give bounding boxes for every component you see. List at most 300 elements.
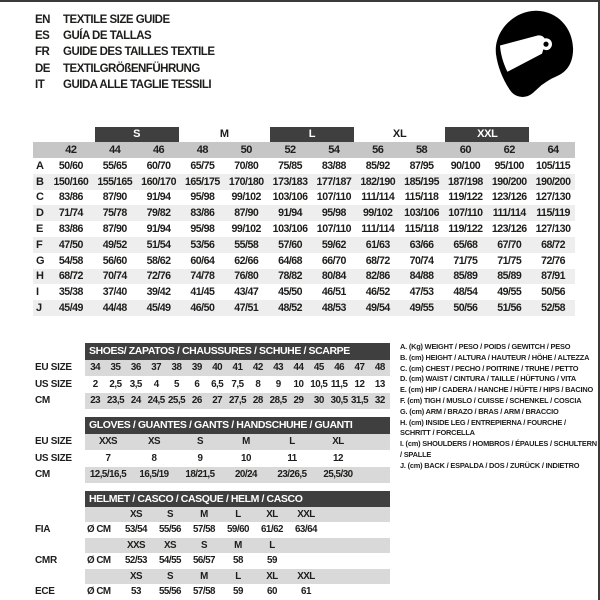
size-label: XL — [266, 508, 278, 520]
numeric-size-row — [33, 142, 575, 158]
row-values — [85, 450, 390, 467]
numeric-size: 58 — [415, 144, 428, 156]
measure-value: 85/89 — [453, 270, 478, 283]
measure-value: 83/86 — [190, 207, 215, 220]
measure-value: 72/76 — [541, 254, 566, 267]
size-value: 28 — [252, 395, 263, 407]
measure-value: 61/63 — [365, 238, 390, 251]
size-value: 55/56 — [158, 586, 182, 598]
measure-row-g — [33, 253, 575, 269]
measure-value: 87/90 — [234, 207, 259, 220]
measure-value: 90/100 — [450, 159, 481, 172]
measure-value: 50/56 — [453, 302, 478, 315]
size-label: L — [235, 570, 241, 582]
measure-value: 87/90 — [102, 191, 127, 204]
size-value: 48 — [374, 362, 385, 374]
measure-value: 71/75 — [453, 254, 478, 267]
measure-value: 47/51 — [234, 302, 259, 315]
row-values — [85, 434, 390, 451]
measure-value: 53/56 — [190, 238, 215, 251]
measure-value: 95/98 — [190, 191, 215, 204]
measure-value: 150/160 — [53, 175, 89, 188]
size-value: 23,5 — [106, 395, 125, 407]
size-value: 34 — [90, 362, 101, 374]
measure-value: 65/75 — [190, 159, 215, 172]
size-value: 11 — [287, 452, 297, 464]
size-value: 3,5 — [129, 378, 142, 390]
measure-value: 68/72 — [541, 238, 566, 251]
measure-value: 55/58 — [234, 238, 259, 251]
size-value: XXS — [98, 436, 118, 448]
size-value: 16,5/19 — [139, 469, 169, 481]
measure-row-label: C — [36, 191, 44, 204]
measure-value: 67/70 — [497, 238, 522, 251]
size-value: 12,5/16,5 — [89, 469, 127, 481]
measure-value: 83/88 — [321, 159, 346, 172]
measure-value: 51/56 — [497, 302, 522, 315]
measure-value: 95/98 — [190, 223, 215, 236]
language-title: TEXTILE SIZE GUIDE — [63, 14, 170, 26]
measure-row-label: D — [36, 207, 44, 220]
measure-value: 46/51 — [321, 286, 346, 299]
measure-value: 83/86 — [58, 223, 83, 236]
size-value: XL — [332, 436, 344, 448]
standard-label: FIA — [35, 524, 51, 536]
measure-value: 119/122 — [448, 191, 483, 204]
row-label-empty — [33, 569, 85, 585]
size-group-row — [33, 125, 575, 142]
size-value: 31,5 — [350, 395, 369, 407]
measure-value: 66/70 — [321, 254, 346, 267]
measure-value: 59/62 — [321, 238, 346, 251]
legend-entry: J. (cm) BACK / ESPALDA / DOS / ZURÜCK / INDIETRO — [400, 460, 580, 470]
numeric-size: 52 — [284, 144, 296, 156]
measure-value: 46/50 — [190, 302, 215, 315]
legend-entry: I. (cm) SHOULDERS / HOMBROS / ÉPAULES / SCHULTERN / SPALLE — [400, 439, 597, 459]
measure-row-e — [33, 221, 575, 237]
language-entry — [35, 28, 215, 44]
measure-value: 46/52 — [365, 286, 390, 299]
legend-entry: G. (cm) ARM / BRAZO / BRAS / ARM / BRACCIO — [400, 406, 559, 416]
size-value: 54/55 — [158, 555, 182, 567]
measure-value: 123/126 — [491, 191, 527, 204]
measure-row-label: F — [36, 238, 43, 251]
standard-size-row — [85, 569, 390, 585]
size-value: 29 — [293, 395, 304, 407]
size-label: XXS — [126, 539, 146, 551]
measure-value: 115/118 — [404, 191, 439, 204]
size-value: 32 — [374, 395, 385, 407]
measure-value: 182/190 — [360, 175, 396, 188]
measure-value: 160/170 — [141, 175, 176, 188]
measure-value: 71/75 — [497, 254, 522, 267]
row-label-empty — [33, 507, 85, 523]
gloves-section-title: GLOVES / GUANTES / GANTS / HANDSCHUHE / GUANTI — [85, 417, 390, 434]
measure-value: 50/60 — [58, 159, 83, 172]
measure-value: 49/54 — [365, 302, 390, 315]
size-value: 18/21,5 — [185, 469, 215, 481]
textile-size-table — [33, 125, 575, 316]
measure-value: 187/198 — [448, 175, 483, 188]
measure-value: 44/48 — [102, 302, 127, 315]
measure-value: 49/52 — [102, 238, 127, 251]
size-value: 24 — [130, 395, 141, 407]
measure-value: 58/62 — [146, 254, 171, 267]
measure-value: 45/49 — [146, 302, 171, 315]
diameter-unit: Ø CM — [87, 555, 111, 567]
size-value: 10,5 — [310, 378, 328, 390]
measure-value: 52/58 — [541, 302, 566, 315]
standard-label: ECE — [35, 586, 55, 598]
size-value: 37 — [151, 362, 162, 374]
measure-row-label: B — [36, 175, 44, 188]
size-label: XS — [129, 570, 143, 582]
measure-value: 111/114 — [492, 207, 526, 220]
measure-value: 170/180 — [228, 175, 264, 188]
measure-value: 43/47 — [234, 286, 259, 299]
measurement-legend — [400, 342, 597, 472]
size-value: 59/60 — [226, 524, 250, 536]
size-value: 5 — [174, 378, 179, 390]
size-value: 6 — [194, 378, 200, 390]
measure-value: 155/165 — [97, 175, 133, 188]
size-value: M — [242, 436, 250, 448]
row-label: US SIZE — [35, 452, 72, 464]
size-value: 11,5 — [330, 378, 348, 390]
measure-row-h — [33, 269, 575, 285]
size-value: 45 — [313, 362, 324, 374]
measure-value: 63/66 — [409, 238, 434, 251]
diameter-unit: Ø CM — [87, 524, 111, 536]
size-label: XXL — [297, 508, 315, 520]
size-value: 27,5 — [228, 395, 247, 407]
size-value: 46 — [334, 362, 345, 374]
measure-value: 119/122 — [448, 223, 483, 236]
measure-value: 177/187 — [316, 175, 352, 188]
measure-value: 55/65 — [102, 159, 127, 172]
measure-row-label: I — [36, 286, 39, 299]
measure-value: 111/114 — [361, 191, 395, 204]
size-value: 20/24 — [234, 469, 258, 481]
language-entry — [35, 12, 215, 28]
language-title: GUIDA ALLE TAGLIE TESSILI — [63, 78, 212, 91]
standard-size-row — [85, 538, 390, 554]
numeric-size: 62 — [503, 144, 515, 156]
measure-value: 190/200 — [491, 175, 527, 188]
size-label: XL — [266, 570, 278, 582]
measure-value: 87/90 — [102, 223, 127, 236]
legend-entry: H. (cm) INSIDE LEG / ENTREPIERNA / FOURCHE / SCHRITT / FORCELLA — [400, 417, 566, 438]
language-title: TEXTILGRÖßENFÜHRUNG — [63, 62, 200, 75]
legend-entry: C. (cm) CHEST / PECHO / POITRINE / TRUHE / PETTO — [400, 363, 579, 373]
measure-value: 48/52 — [278, 302, 303, 315]
measure-value: 39/42 — [146, 286, 171, 299]
size-label: XXL — [297, 570, 315, 582]
size-value: 60 — [267, 586, 277, 598]
size-value: 36 — [130, 362, 141, 374]
size-value: 59 — [233, 586, 243, 598]
measure-value: 91/94 — [146, 191, 171, 204]
size-value: 57/58 — [192, 586, 216, 598]
size-label: XS — [163, 539, 177, 551]
size-value: 35 — [110, 362, 121, 374]
size-label: M — [200, 508, 208, 520]
legend-entry: A. (Kg) WEIGHT / PESO / POIDS / GEWITCH / PESO — [400, 342, 571, 351]
row-label: US SIZE — [35, 378, 72, 390]
measure-value: 71/74 — [58, 207, 83, 220]
size-label: L — [269, 539, 275, 551]
size-value: 8 — [255, 378, 261, 390]
measure-value: 115/118 — [404, 223, 439, 236]
measure-value: 84/88 — [409, 270, 434, 283]
measure-value: 91/94 — [278, 207, 303, 220]
measure-row-label: H — [36, 270, 44, 283]
measure-value: 45/50 — [278, 286, 303, 299]
size-value: 24,5 — [147, 395, 165, 407]
measure-value: 85/89 — [497, 270, 522, 283]
standard-size-row — [85, 507, 390, 523]
measure-value: 87/95 — [409, 159, 434, 172]
size-value: 27 — [212, 395, 223, 407]
size-value: 12 — [333, 452, 343, 464]
measure-value: 185/195 — [404, 175, 439, 188]
measure-row-d — [33, 205, 575, 221]
diameter-unit: Ø CM — [87, 586, 111, 598]
size-value: 58 — [233, 555, 243, 567]
size-value: 56/57 — [192, 555, 216, 567]
size-value: 7,5 — [231, 378, 244, 390]
language-code: EN — [35, 14, 50, 26]
measure-row-label: J — [36, 302, 42, 315]
language-code: DE — [35, 62, 50, 75]
measure-row-label: A — [36, 159, 44, 172]
measure-value: 173/183 — [272, 175, 308, 188]
measure-value: 47/53 — [409, 286, 434, 299]
size-value: 8 — [151, 452, 157, 464]
size-label: S — [166, 508, 174, 520]
size-value: 2,5 — [109, 378, 122, 390]
size-value: 30,5 — [330, 395, 348, 407]
size-value: 59 — [267, 555, 277, 567]
measure-value: 85/92 — [365, 159, 390, 172]
measure-value: 64/68 — [278, 254, 303, 267]
measure-value: 75/85 — [278, 159, 303, 172]
size-group-s: S — [95, 127, 179, 142]
measure-value: 41/45 — [190, 286, 215, 299]
measure-value: 37/40 — [102, 286, 127, 299]
standard-value-row — [85, 584, 390, 600]
measure-value: 74/78 — [190, 270, 215, 283]
size-value: 53/54 — [124, 524, 148, 536]
measure-value: 49/55 — [409, 302, 434, 315]
size-value: 40 — [212, 362, 223, 374]
racing-helmet-icon — [488, 4, 580, 110]
standard-value-row — [85, 522, 390, 538]
measure-value: 62/66 — [234, 254, 259, 267]
measure-value: 35/38 — [58, 286, 83, 299]
measure-row-j — [33, 300, 575, 316]
standard-label: CMR — [35, 555, 57, 567]
size-group-xxl: XXL — [445, 127, 529, 142]
measure-value: 103/106 — [272, 223, 308, 236]
size-label: M — [234, 539, 242, 551]
measure-value: 48/54 — [453, 286, 478, 299]
measure-value: 111/114 — [361, 223, 395, 236]
size-group-l: L — [270, 127, 354, 142]
shoes-size-table — [33, 343, 390, 409]
measure-value: 51/54 — [146, 238, 171, 251]
measure-value: 48/53 — [321, 302, 346, 315]
legend-entry: E. (cm) HIP / CADERA / HANCHE / HÜFTE / HIPS / BACINO — [400, 385, 594, 395]
numeric-size: 64 — [547, 144, 559, 156]
measure-value: 105/115 — [535, 159, 571, 172]
measure-value: 78/82 — [278, 270, 303, 283]
measure-value: 70/74 — [409, 254, 434, 267]
size-value: 12 — [354, 378, 365, 390]
row-label: EU SIZE — [35, 436, 72, 448]
row-label: EU SIZE — [35, 362, 72, 374]
measure-value: 115/119 — [536, 207, 570, 220]
measure-value: 107/110 — [316, 191, 352, 204]
measure-value: 57/60 — [278, 238, 303, 251]
size-value: L — [289, 436, 295, 448]
language-code: IT — [35, 78, 45, 91]
measure-row-a — [33, 158, 575, 174]
measure-value: 127/130 — [535, 223, 571, 236]
measure-value: 190/200 — [535, 175, 571, 188]
measure-value: 99/102 — [231, 191, 261, 204]
size-value: 26 — [191, 395, 202, 407]
size-value: 41 — [232, 362, 243, 374]
row-label: CM — [35, 469, 50, 481]
size-value: 44 — [293, 362, 304, 374]
legend-entry: B. (cm) HEIGHT / ALTURA / HAUTEUR / HÖHE / ALTEZZA — [400, 352, 590, 362]
measure-value: 75/78 — [102, 207, 127, 220]
numeric-size: 56 — [372, 144, 384, 156]
numeric-size: 48 — [196, 144, 209, 156]
measure-value: 70/80 — [234, 159, 259, 172]
measure-value: 79/82 — [146, 207, 171, 220]
size-value: 25,5 — [167, 395, 186, 407]
measure-value: 95/100 — [494, 159, 524, 172]
measure-value: 87/91 — [541, 270, 566, 283]
size-value: 30 — [313, 395, 324, 407]
size-label: XS — [129, 508, 143, 520]
measure-value: 103/106 — [404, 207, 439, 220]
size-label: S — [200, 539, 208, 551]
measure-value: 127/130 — [535, 191, 571, 204]
size-value: 23 — [90, 395, 101, 407]
measure-row-i — [33, 284, 575, 300]
helmet-size-table — [33, 491, 390, 600]
size-value: 38 — [171, 362, 182, 374]
language-title: GUIDE DES TAILLES TEXTILE — [63, 46, 215, 59]
shoes-section-title: SHOES/ ZAPATOS / CHAUSSURES / SCHUHE / SCARPE — [85, 343, 390, 360]
language-title-list — [35, 12, 215, 93]
language-entry — [35, 77, 215, 93]
numeric-size: 50 — [240, 144, 252, 156]
size-value: 61/62 — [260, 524, 284, 536]
language-title: GUÍA DE TALLAS — [63, 30, 152, 43]
measure-value: 65/68 — [453, 238, 478, 251]
numeric-size: 54 — [328, 144, 340, 156]
gloves-size-table — [33, 417, 390, 483]
language-entry — [35, 44, 215, 60]
size-value: 42 — [252, 362, 263, 374]
measure-value: 95/98 — [321, 207, 346, 220]
size-value: 10 — [241, 452, 251, 464]
measure-value: 99/102 — [231, 223, 261, 236]
measure-row-label: E — [36, 223, 44, 236]
size-label: S — [166, 570, 174, 582]
numeric-size: 42 — [65, 144, 77, 156]
size-value: 6,5 — [211, 378, 224, 390]
standard-value-row — [85, 553, 390, 569]
size-value: 61 — [301, 586, 311, 598]
size-value: 55/56 — [158, 524, 182, 536]
size-group-m: M — [219, 128, 229, 140]
size-value: 9 — [275, 378, 281, 390]
measure-value: 103/106 — [272, 191, 308, 204]
row-values — [85, 393, 390, 410]
size-value: 9 — [197, 452, 203, 464]
measure-value: 99/102 — [363, 207, 393, 220]
measure-row-f — [33, 237, 575, 253]
measure-value: 56/60 — [102, 254, 127, 267]
legend-entry: D. (cm) WAIST / CINTURA / TAILLE / HÜFTUNG / VITA — [400, 374, 577, 384]
size-value: 4 — [153, 378, 159, 390]
measure-value: 54/58 — [58, 254, 83, 267]
measure-value: 60/64 — [190, 254, 215, 267]
size-value: 7 — [105, 452, 111, 464]
size-value: 10 — [293, 378, 304, 390]
row-values — [85, 376, 390, 393]
size-label: L — [235, 508, 241, 520]
size-value: XS — [147, 436, 161, 448]
size-value: 52/53 — [124, 555, 148, 567]
measure-value: 123/126 — [491, 223, 527, 236]
legend-entry: F. (cm) TIGH / MUSLO / CUISSE / SCHENKEL / COSCIA — [400, 395, 582, 405]
size-group-xl: XL — [392, 128, 407, 140]
measure-value: 83/86 — [58, 191, 83, 204]
size-value: 13 — [374, 378, 385, 390]
language-entry — [35, 61, 215, 77]
size-value: 28,5 — [269, 395, 287, 407]
row-label-empty — [33, 538, 85, 554]
numeric-size: 46 — [152, 144, 165, 156]
size-value: 63/64 — [294, 524, 318, 536]
size-label: M — [200, 570, 208, 582]
size-value: S — [196, 436, 204, 448]
measure-value: 107/110 — [448, 207, 483, 220]
measure-value: 70/74 — [102, 270, 127, 283]
measure-value: 47/50 — [58, 238, 83, 251]
measure-value: 50/56 — [541, 286, 566, 299]
row-values — [85, 360, 390, 377]
measure-value: 60/70 — [146, 159, 171, 172]
measure-value: 82/86 — [365, 270, 390, 283]
numeric-size: 60 — [459, 144, 472, 156]
size-value: 43 — [273, 362, 284, 374]
measure-row-b — [33, 174, 575, 190]
measure-value: 45/49 — [58, 302, 83, 315]
measure-row-c — [33, 190, 575, 206]
row-values — [85, 467, 390, 484]
helmet-section-title: HELMET / CASCO / CASQUE / HELM / CASCO — [85, 491, 390, 507]
measure-value: 165/175 — [185, 175, 220, 188]
measure-value: 76/80 — [234, 270, 259, 283]
language-code: ES — [35, 30, 50, 43]
